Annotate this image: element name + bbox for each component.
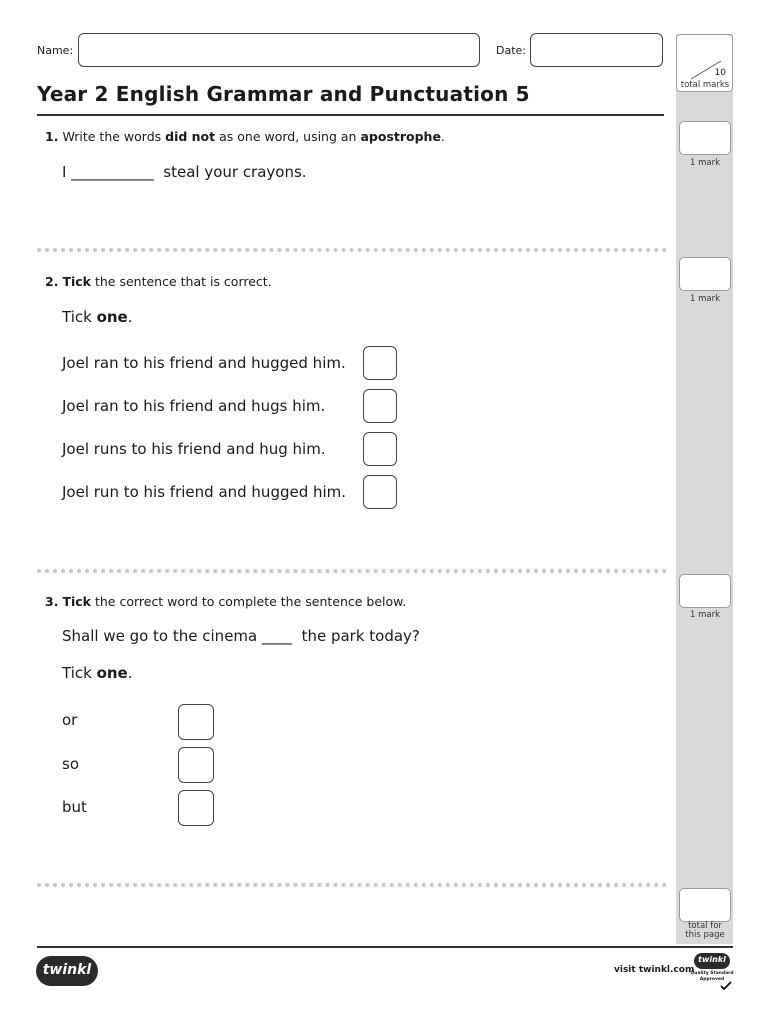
q2-number: 2. [45, 274, 59, 289]
twinkl-logo[interactable] [36, 956, 98, 986]
divider-1 [37, 248, 667, 252]
q2-tick-box-4[interactable] [363, 475, 397, 509]
name-label: Name: [37, 44, 74, 57]
q1-number: 1. [45, 129, 59, 144]
q2-tick-box-1[interactable] [363, 346, 397, 380]
q3-mark-box[interactable] [679, 574, 731, 608]
q1-sentence-start: I [62, 163, 67, 181]
badge-brand: twinkl [698, 955, 726, 964]
q3-option-but: but [62, 798, 87, 816]
q2-tick-box-3[interactable] [363, 432, 397, 466]
q3-tick-box-3[interactable] [178, 790, 214, 826]
q1-text-pre: Write the words [62, 129, 166, 144]
q2-tick-pre: Tick [62, 308, 97, 326]
q2-text: the sentence that is correct. [90, 274, 272, 289]
q2-instruction [45, 274, 272, 289]
q1-instruction [45, 129, 445, 144]
q3-option-so: so [62, 755, 79, 773]
divider-2 [37, 569, 667, 573]
q2-bold: Tick [62, 274, 91, 289]
q3-tick-post: . [127, 664, 133, 682]
q2-tick-bold: one [96, 308, 128, 326]
q1-sentence-end: steal your crayons. [163, 163, 307, 181]
divider-3 [37, 883, 667, 887]
checkmark-icon [720, 981, 732, 991]
q1-text-mid: as one word, using an [215, 129, 361, 144]
q2-option-4: Joel run to his friend and hugged him. [62, 483, 347, 501]
q3-tick-one [62, 664, 133, 682]
marks-sidebar [676, 34, 733, 944]
q3-blank: ____ [262, 627, 293, 645]
q2-tick-one [62, 308, 133, 326]
page-total-box[interactable] [679, 888, 731, 922]
q1-mark-label: 1 mark [689, 158, 720, 168]
page-title: Year 2 English Grammar and Punctuation 5 [37, 82, 530, 106]
q3-option-or: or [62, 711, 78, 729]
q3-text: the correct word to complete the sentence below. [90, 594, 407, 609]
q3-number: 3. [45, 594, 59, 609]
q2-option-2: Joel ran to his friend and hugs him. [62, 397, 326, 415]
title-divider [37, 114, 664, 116]
footer-divider [37, 946, 733, 948]
total-marks-label: total marks [680, 80, 730, 90]
q2-option-1: Joel ran to his friend and hugged him. [62, 354, 346, 372]
q2-tick-box-2[interactable] [363, 389, 397, 423]
q3-instruction [45, 594, 406, 609]
quality-badge [690, 953, 734, 993]
q3-sentence [62, 627, 420, 645]
q2-option-3: Joel runs to his friend and hug him. [62, 440, 326, 458]
page-total-label-1: total for [688, 921, 722, 931]
date-label: Date: [496, 44, 526, 57]
q3-tick-bold: one [96, 664, 128, 682]
name-field[interactable] [78, 33, 480, 67]
q3-bold: Tick [62, 594, 91, 609]
twinkl-logo-text: twinkl [42, 962, 92, 978]
badge-line-2: Approved [699, 977, 725, 982]
q2-tick-post: . [127, 308, 133, 326]
q1-sentence [62, 163, 307, 181]
badge-logo-pill [694, 953, 730, 969]
q1-bold-2: apostrophe [360, 129, 441, 144]
q3-tick-box-1[interactable] [178, 704, 214, 740]
q3-mark-label: 1 mark [689, 610, 720, 620]
q2-mark-box[interactable] [679, 257, 731, 291]
q3-sentence-end: the park today? [301, 627, 420, 645]
total-marks-value: 10 [714, 68, 726, 78]
date-field[interactable] [530, 33, 663, 67]
badge-line-1: Quality Standard [690, 971, 734, 976]
q2-mark-label: 1 mark [689, 294, 720, 304]
q1-blank[interactable]: ___________ [71, 163, 154, 181]
q3-tick-pre: Tick [62, 664, 97, 682]
q1-mark-box[interactable] [679, 121, 731, 155]
q1-bold-1: did not [165, 129, 216, 144]
q1-text-post: . [440, 129, 445, 144]
q3-tick-box-2[interactable] [178, 747, 214, 783]
q3-sentence-start: Shall we go to the cinema [62, 627, 258, 645]
footer-url[interactable]: visit twinkl.com [614, 965, 695, 975]
page-total-label-2: this page [685, 930, 725, 940]
